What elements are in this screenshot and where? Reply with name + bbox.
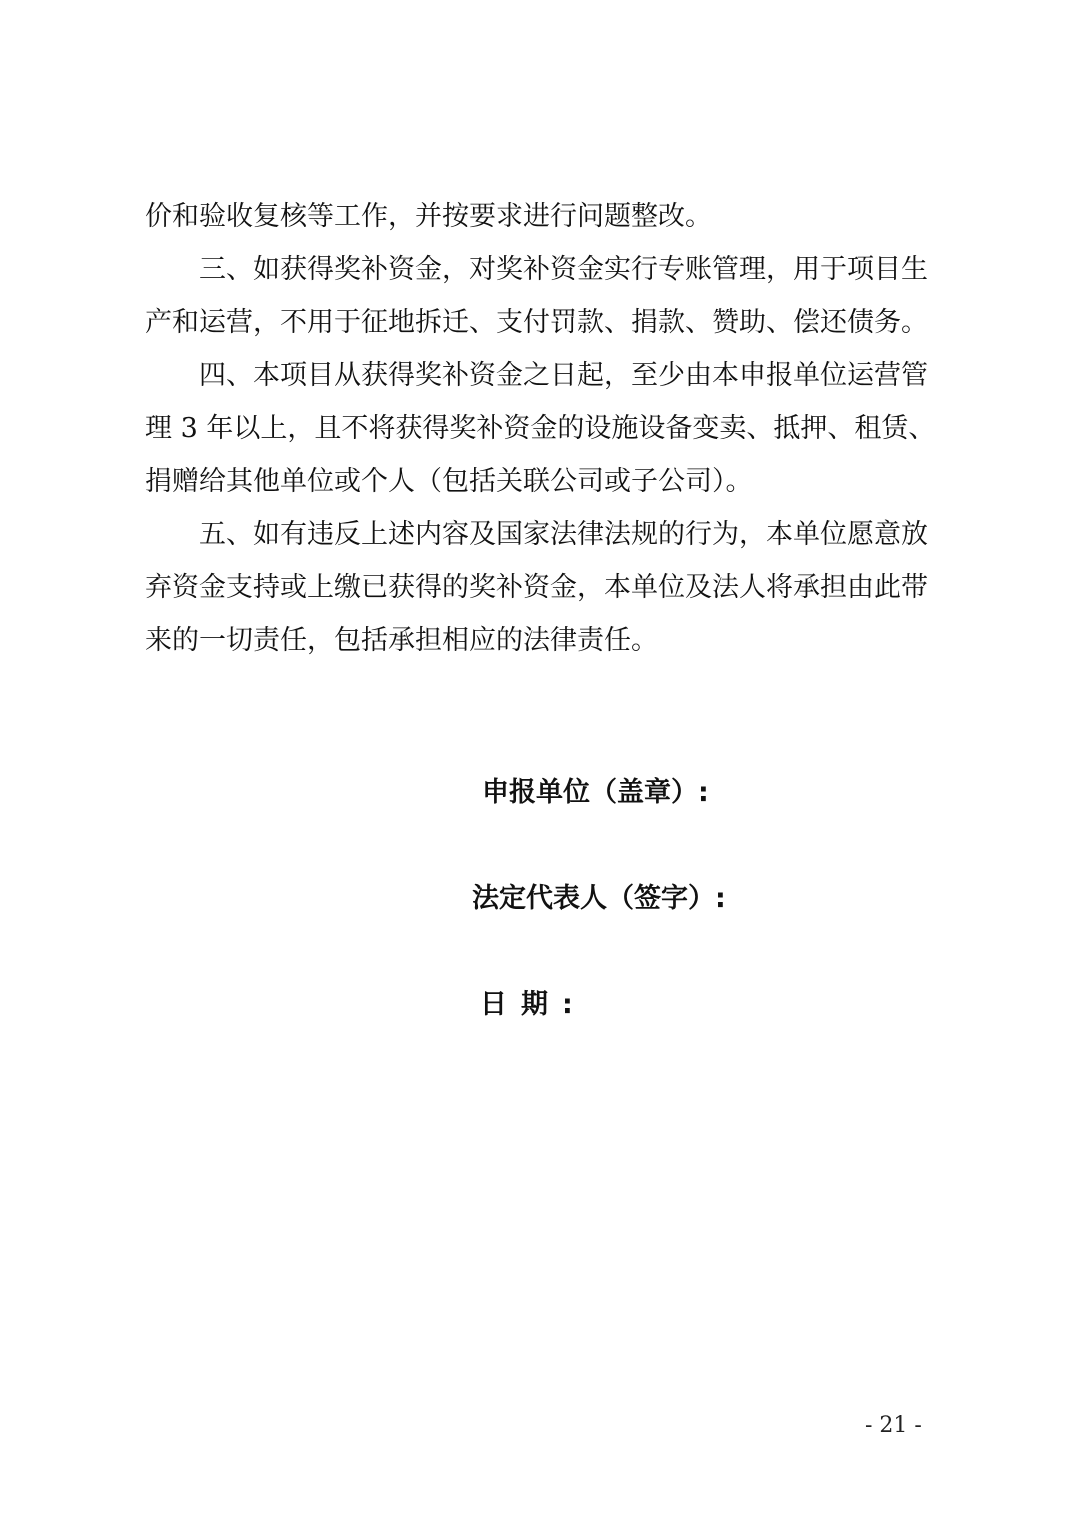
text-line: 捐赠给其他单位或个人（包括关联公司或子公司）。 xyxy=(145,466,753,497)
date-label: 日期: xyxy=(480,989,587,1020)
legal-representative-signature-label: 法定代表人（签字）: xyxy=(472,883,726,914)
text-line: 来的一切责任，包括承担相应的法律责任。 xyxy=(145,625,658,656)
text-line: 五、如有违反上述内容及国家法律法规的行为，本单位愿意放 xyxy=(199,519,928,550)
text-line: 价和验收复核等工作，并按要求进行问题整改。 xyxy=(145,201,712,232)
commitment-body xyxy=(145,190,945,667)
applicant-unit-seal-label: 申报单位（盖章）: xyxy=(482,777,709,808)
paragraph-4 xyxy=(145,349,945,508)
text-line: 理 3 年以上，且不将获得奖补资金的设施设备变卖、抵押、租赁、 xyxy=(145,413,936,444)
text-line: 产和运营，不用于征地拆迁、支付罚款、捐款、赞助、偿还债务。 xyxy=(145,307,928,338)
text-line: 弃资金支持或上缴已获得的奖补资金，本单位及法人将承担由此带 xyxy=(145,572,928,603)
paragraph-5 xyxy=(145,508,945,667)
paragraph-continued xyxy=(145,190,945,243)
text-line: 四、本项目从获得奖补资金之日起，至少由本申报单位运营管 xyxy=(199,360,928,391)
text-line: 三、如获得奖补资金，对奖补资金实行专账管理，用于项目生 xyxy=(199,254,928,285)
paragraph-3 xyxy=(145,243,945,349)
page-number: - 21 - xyxy=(865,1413,922,1438)
